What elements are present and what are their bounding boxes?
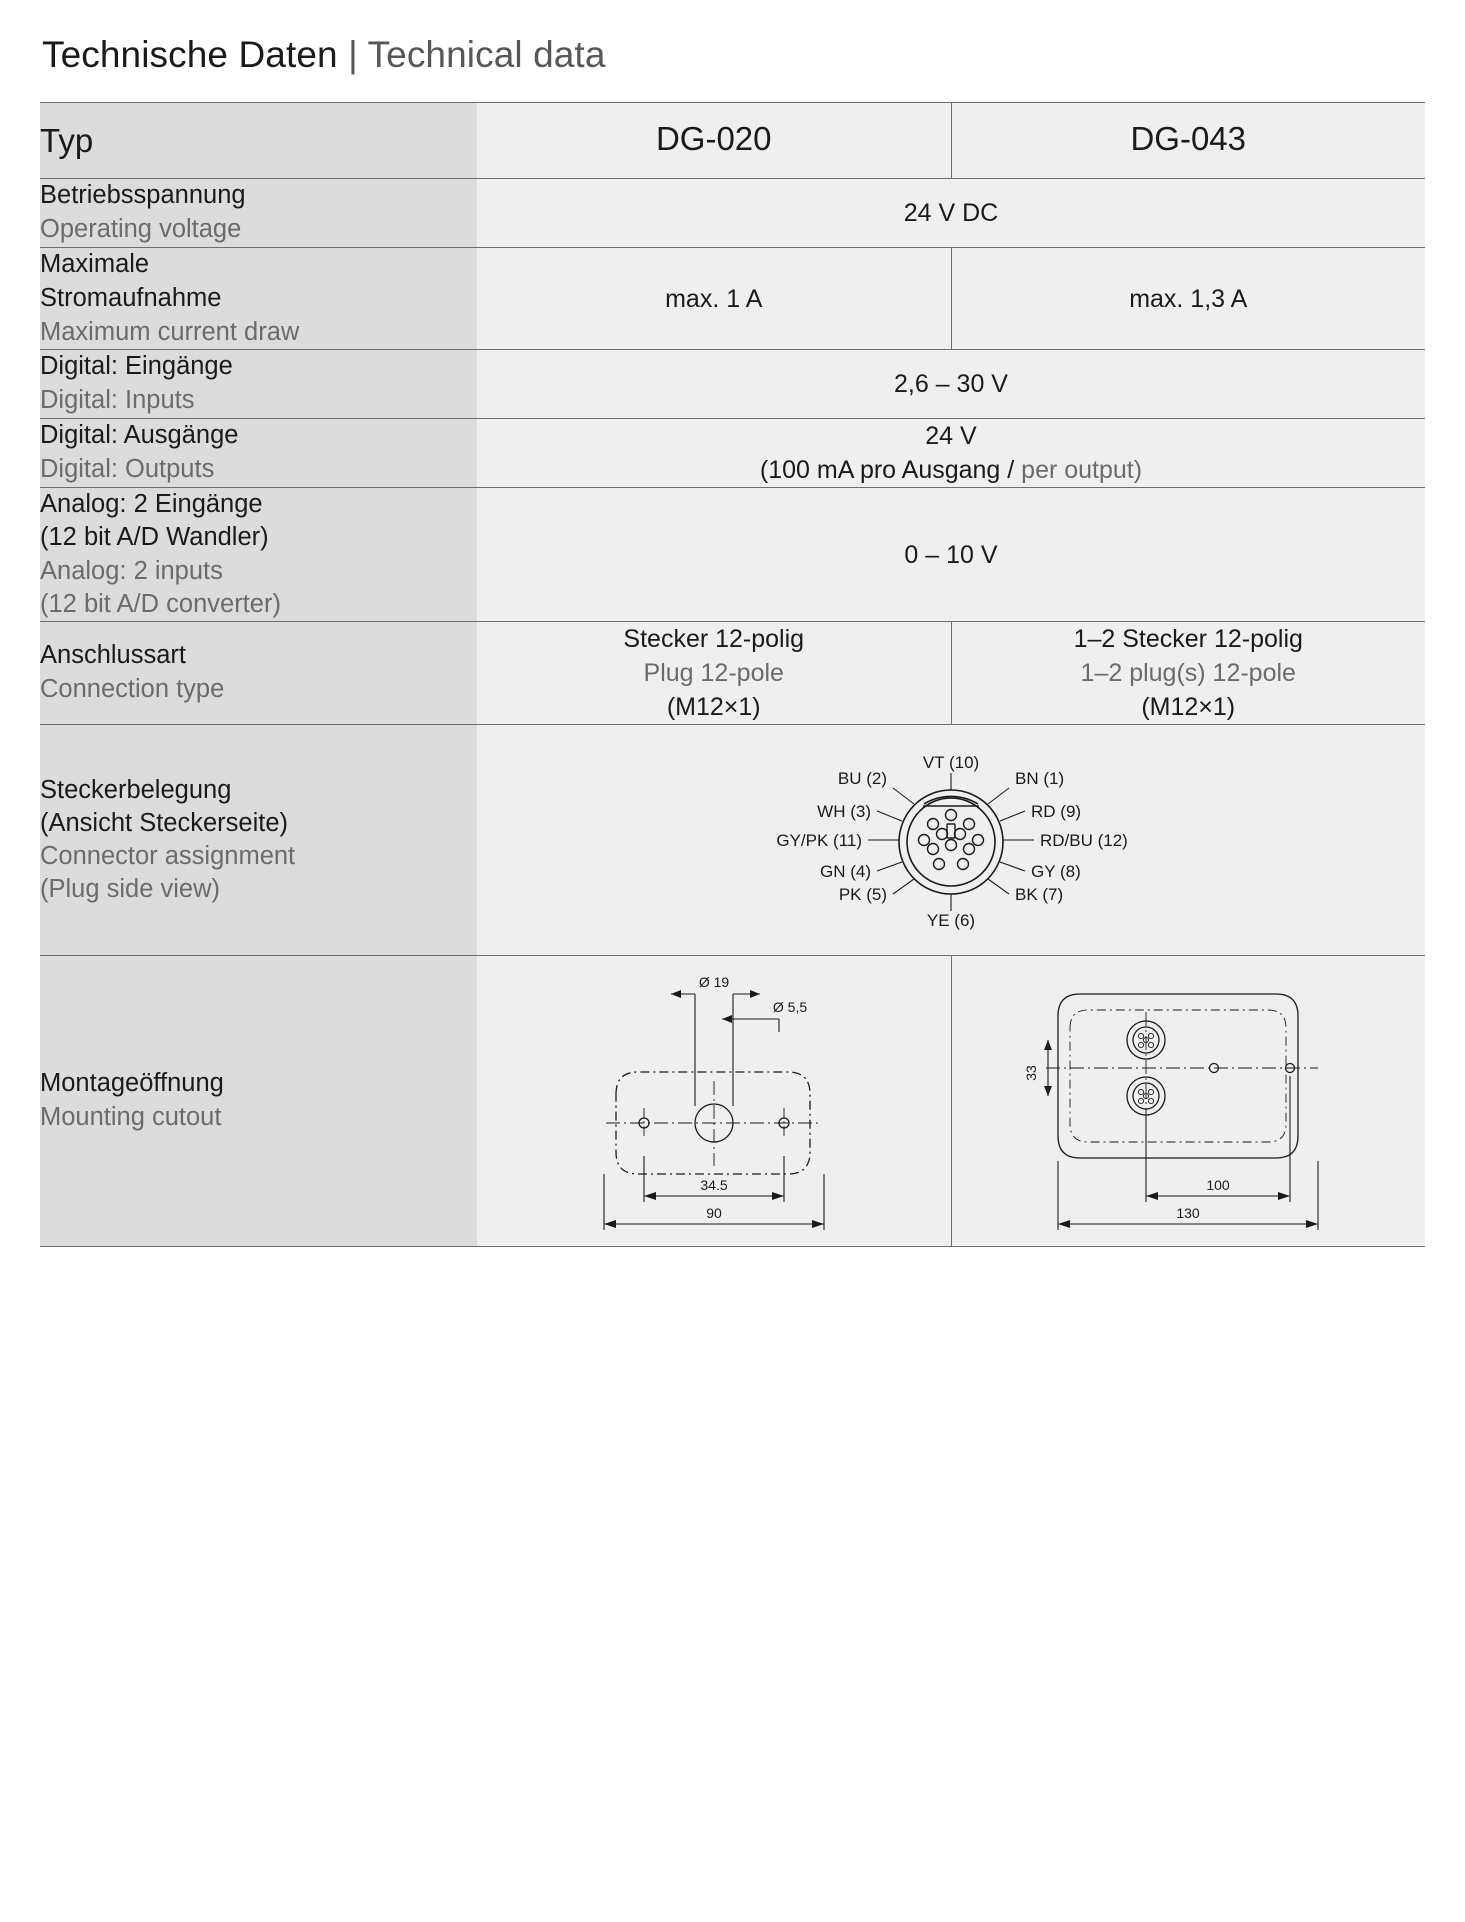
header-col-dg043: DG-043 (951, 103, 1425, 179)
value-line2 (760, 456, 1142, 484)
label-en: Operating voltage (40, 214, 242, 243)
label-en-line2: (Plug side view) (40, 874, 220, 903)
pin-label-wh3: WH (3) (817, 801, 871, 821)
label-en: Digital: Inputs (40, 386, 195, 415)
page-title (42, 34, 1425, 76)
page-title-separator: | (337, 34, 368, 75)
pin-label-bu2: BU (2) (837, 768, 887, 788)
value-line1: 1–2 Stecker 12-polig (1073, 624, 1303, 653)
pin-label-pk5: PK (5) (838, 884, 887, 904)
value-max-current-dg043: max. 1,3 A (951, 247, 1425, 350)
label-de-line2: (12 bit A/D Wandler) (40, 523, 269, 552)
pin-label-bn1: BN (1) (1015, 768, 1065, 788)
dim-height: 33 (1023, 1064, 1040, 1081)
value-digital-outputs (477, 419, 1425, 488)
pin-label-gy8: GY (8) (1031, 861, 1081, 881)
value-line1: 24 V (925, 422, 977, 451)
value-line2-en: per output) (1021, 456, 1143, 485)
row-label-connection-type (40, 621, 477, 724)
specifications-table (40, 102, 1425, 1247)
value-line3: (M12×1) (666, 692, 761, 721)
dim-diameter-small: Ø 5,5 (772, 998, 807, 1015)
dim-diameter-large: Ø 19 (698, 973, 729, 990)
dim-width: 130 (1176, 1204, 1200, 1221)
connector-pinout-diagram-cell (477, 724, 1425, 955)
label-en: Maximum current draw (40, 317, 300, 346)
value-max-current-dg020: max. 1 A (477, 247, 951, 350)
pin-label-rd9: RD (9) (1031, 801, 1082, 821)
table-row (40, 178, 1425, 247)
pin-label-gn4: GN (4) (820, 861, 871, 881)
label-de: Digital: Eingänge (40, 352, 233, 381)
value-line2: Plug 12-pole (643, 658, 784, 687)
value-line2-de: (100 mA pro Ausgang / (759, 456, 1022, 485)
pin-label-gypk11: GY/PK (11) (776, 830, 862, 850)
row-label-operating-voltage (40, 178, 477, 247)
label-en: Digital: Outputs (40, 455, 215, 484)
value-line1: Stecker 12-polig (623, 624, 805, 653)
connector-pinout-diagram (671, 725, 1231, 955)
table-row (40, 247, 1425, 350)
dim-inner: 100 (1206, 1176, 1230, 1193)
mounting-cutout-dg043-cell (951, 955, 1425, 1246)
label-en: Connection type (40, 674, 225, 703)
table-row (40, 488, 1425, 622)
page-title-de: Technische Daten (42, 34, 338, 75)
table-row (40, 350, 1425, 419)
page-title-en: Technical data (367, 34, 606, 75)
pin-label-ye6: YE (6) (926, 910, 976, 930)
label-de-line1: Analog: 2 Eingänge (40, 490, 263, 519)
dim-width: 90 (705, 1204, 722, 1221)
row-label-analog-inputs (40, 488, 477, 622)
pin-label-bk7: BK (7) (1015, 884, 1064, 904)
label-de: Montageöffnung (40, 1068, 224, 1097)
row-label-max-current (40, 247, 477, 350)
table-row (40, 724, 1425, 955)
label-de: Anschlussart (40, 640, 186, 669)
value-line2: 1–2 plug(s) 12-pole (1080, 658, 1296, 687)
row-label-digital-outputs (40, 419, 477, 488)
table-row (40, 955, 1425, 1246)
label-en: Mounting cutout (40, 1102, 222, 1131)
value-connection-type-dg043 (951, 621, 1425, 724)
label-de: Digital: Ausgänge (40, 421, 239, 450)
mounting-cutout-dg043-drawing (1018, 956, 1358, 1246)
mounting-cutout-dg020-drawing (564, 956, 864, 1246)
label-de-line1: Steckerbelegung (40, 775, 232, 804)
value-analog-inputs: 0 – 10 V (477, 488, 1425, 622)
value-connection-type-dg020 (477, 621, 951, 724)
pin-label-rdbu12: RD/BU (12) (1040, 830, 1128, 850)
dim-mid: 34.5 (700, 1176, 728, 1193)
table-row (40, 419, 1425, 488)
label-en-line1: Connector assignment (40, 841, 296, 870)
value-operating-voltage: 24 V DC (477, 178, 1425, 247)
label-de: Betriebsspannung (40, 180, 246, 209)
label-de-line2: (Ansicht Steckerseite) (40, 808, 289, 837)
mounting-cutout-dg020-cell (477, 955, 951, 1246)
label-en-line2: (12 bit A/D converter) (40, 589, 281, 618)
label-de-line1: Maximale (40, 249, 150, 278)
table-row (40, 621, 1425, 724)
pin-label-vt10: VT (10) (922, 752, 980, 772)
value-line3: (M12×1) (1141, 692, 1236, 721)
header-label-cell: Typ (40, 103, 477, 179)
label-de-line2: Stromaufnahme (40, 283, 222, 312)
value-digital-inputs: 2,6 – 30 V (477, 350, 1425, 419)
row-label-digital-inputs (40, 350, 477, 419)
label-en-line1: Analog: 2 inputs (40, 556, 223, 585)
row-label-connector-assignment (40, 724, 477, 955)
table-header-row (40, 103, 1425, 179)
header-col-dg020: DG-020 (477, 103, 951, 179)
row-label-mounting-cutout (40, 955, 477, 1246)
